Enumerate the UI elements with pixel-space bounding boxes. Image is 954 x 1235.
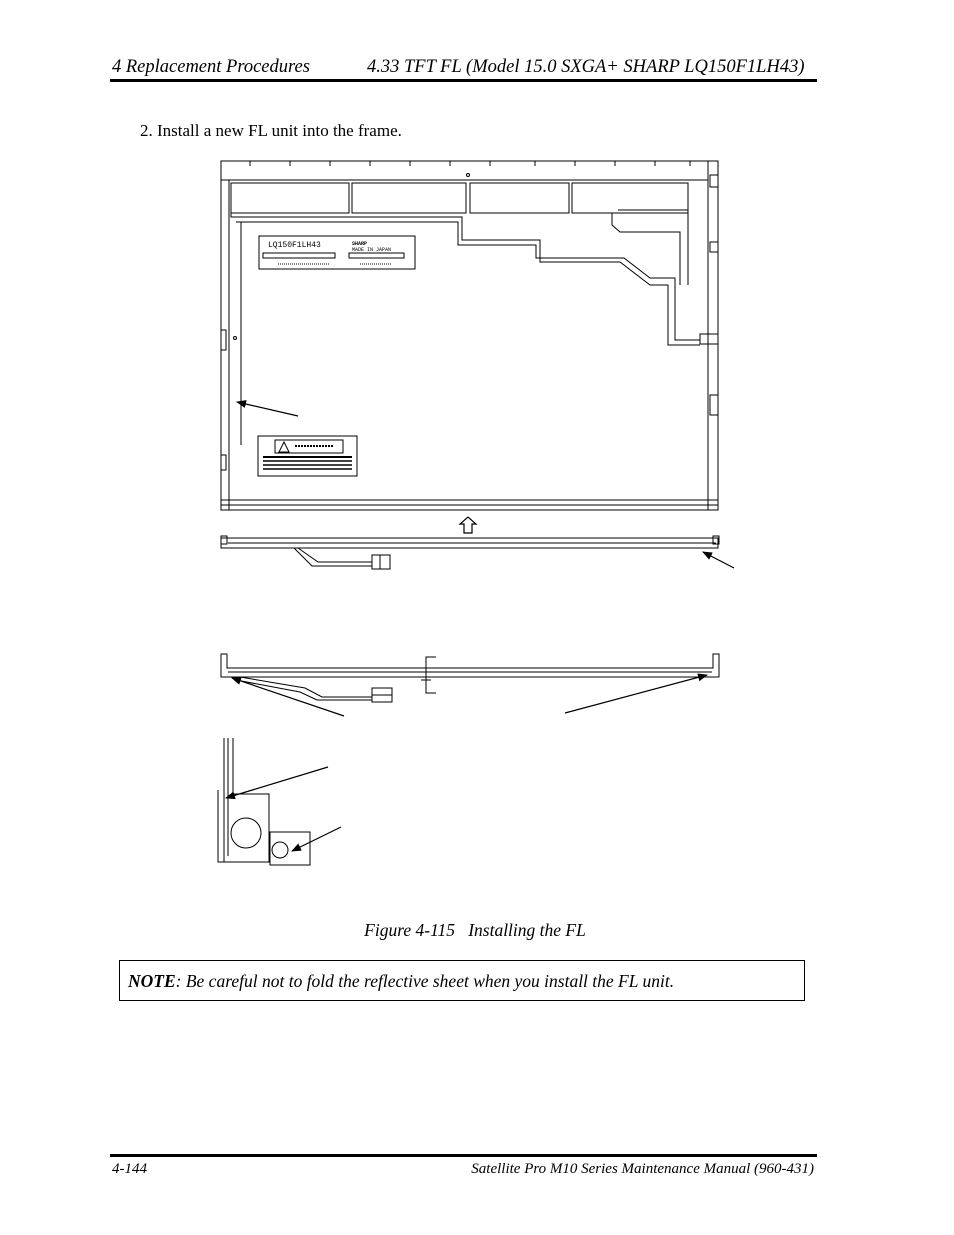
panel-model-label: LQ150F1LH43 [268,241,321,250]
caption-number: Figure 4-115 [364,920,456,940]
footer-page-number: 4-144 [112,1161,147,1177]
top-edge-ticks [250,161,690,177]
lcd-panel-drawing [221,161,718,510]
figure-caption [0,920,954,941]
note-box [119,960,805,1001]
footer-rule [110,1154,817,1157]
made-in-label: MADE IN JAPAN [352,247,392,253]
fl-unit-drawing [221,536,734,569]
header-chapter: 4 Replacement Procedures [112,57,310,77]
note-label: NOTE [128,971,176,991]
footer-manual-title: Satellite Pro M10 Series Maintenance Manual (960-431) [471,1161,814,1177]
step-instruction: 2. Install a new FL unit into the frame. [140,121,402,140]
svg-text:SHARP: SHARP [352,241,368,247]
up-arrow-icon [460,517,476,533]
cross-section-detail [218,738,341,865]
note-text: : Be careful not to fold the reflective sheet when you install the FL unit. [175,971,675,991]
fl-installed-drawing [221,654,719,716]
caption-title: Installing the FL [468,920,586,940]
header-section: 4.33 TFT FL (Model 15.0 SXGA+ SHARP LQ150F1LH43) [367,57,805,77]
